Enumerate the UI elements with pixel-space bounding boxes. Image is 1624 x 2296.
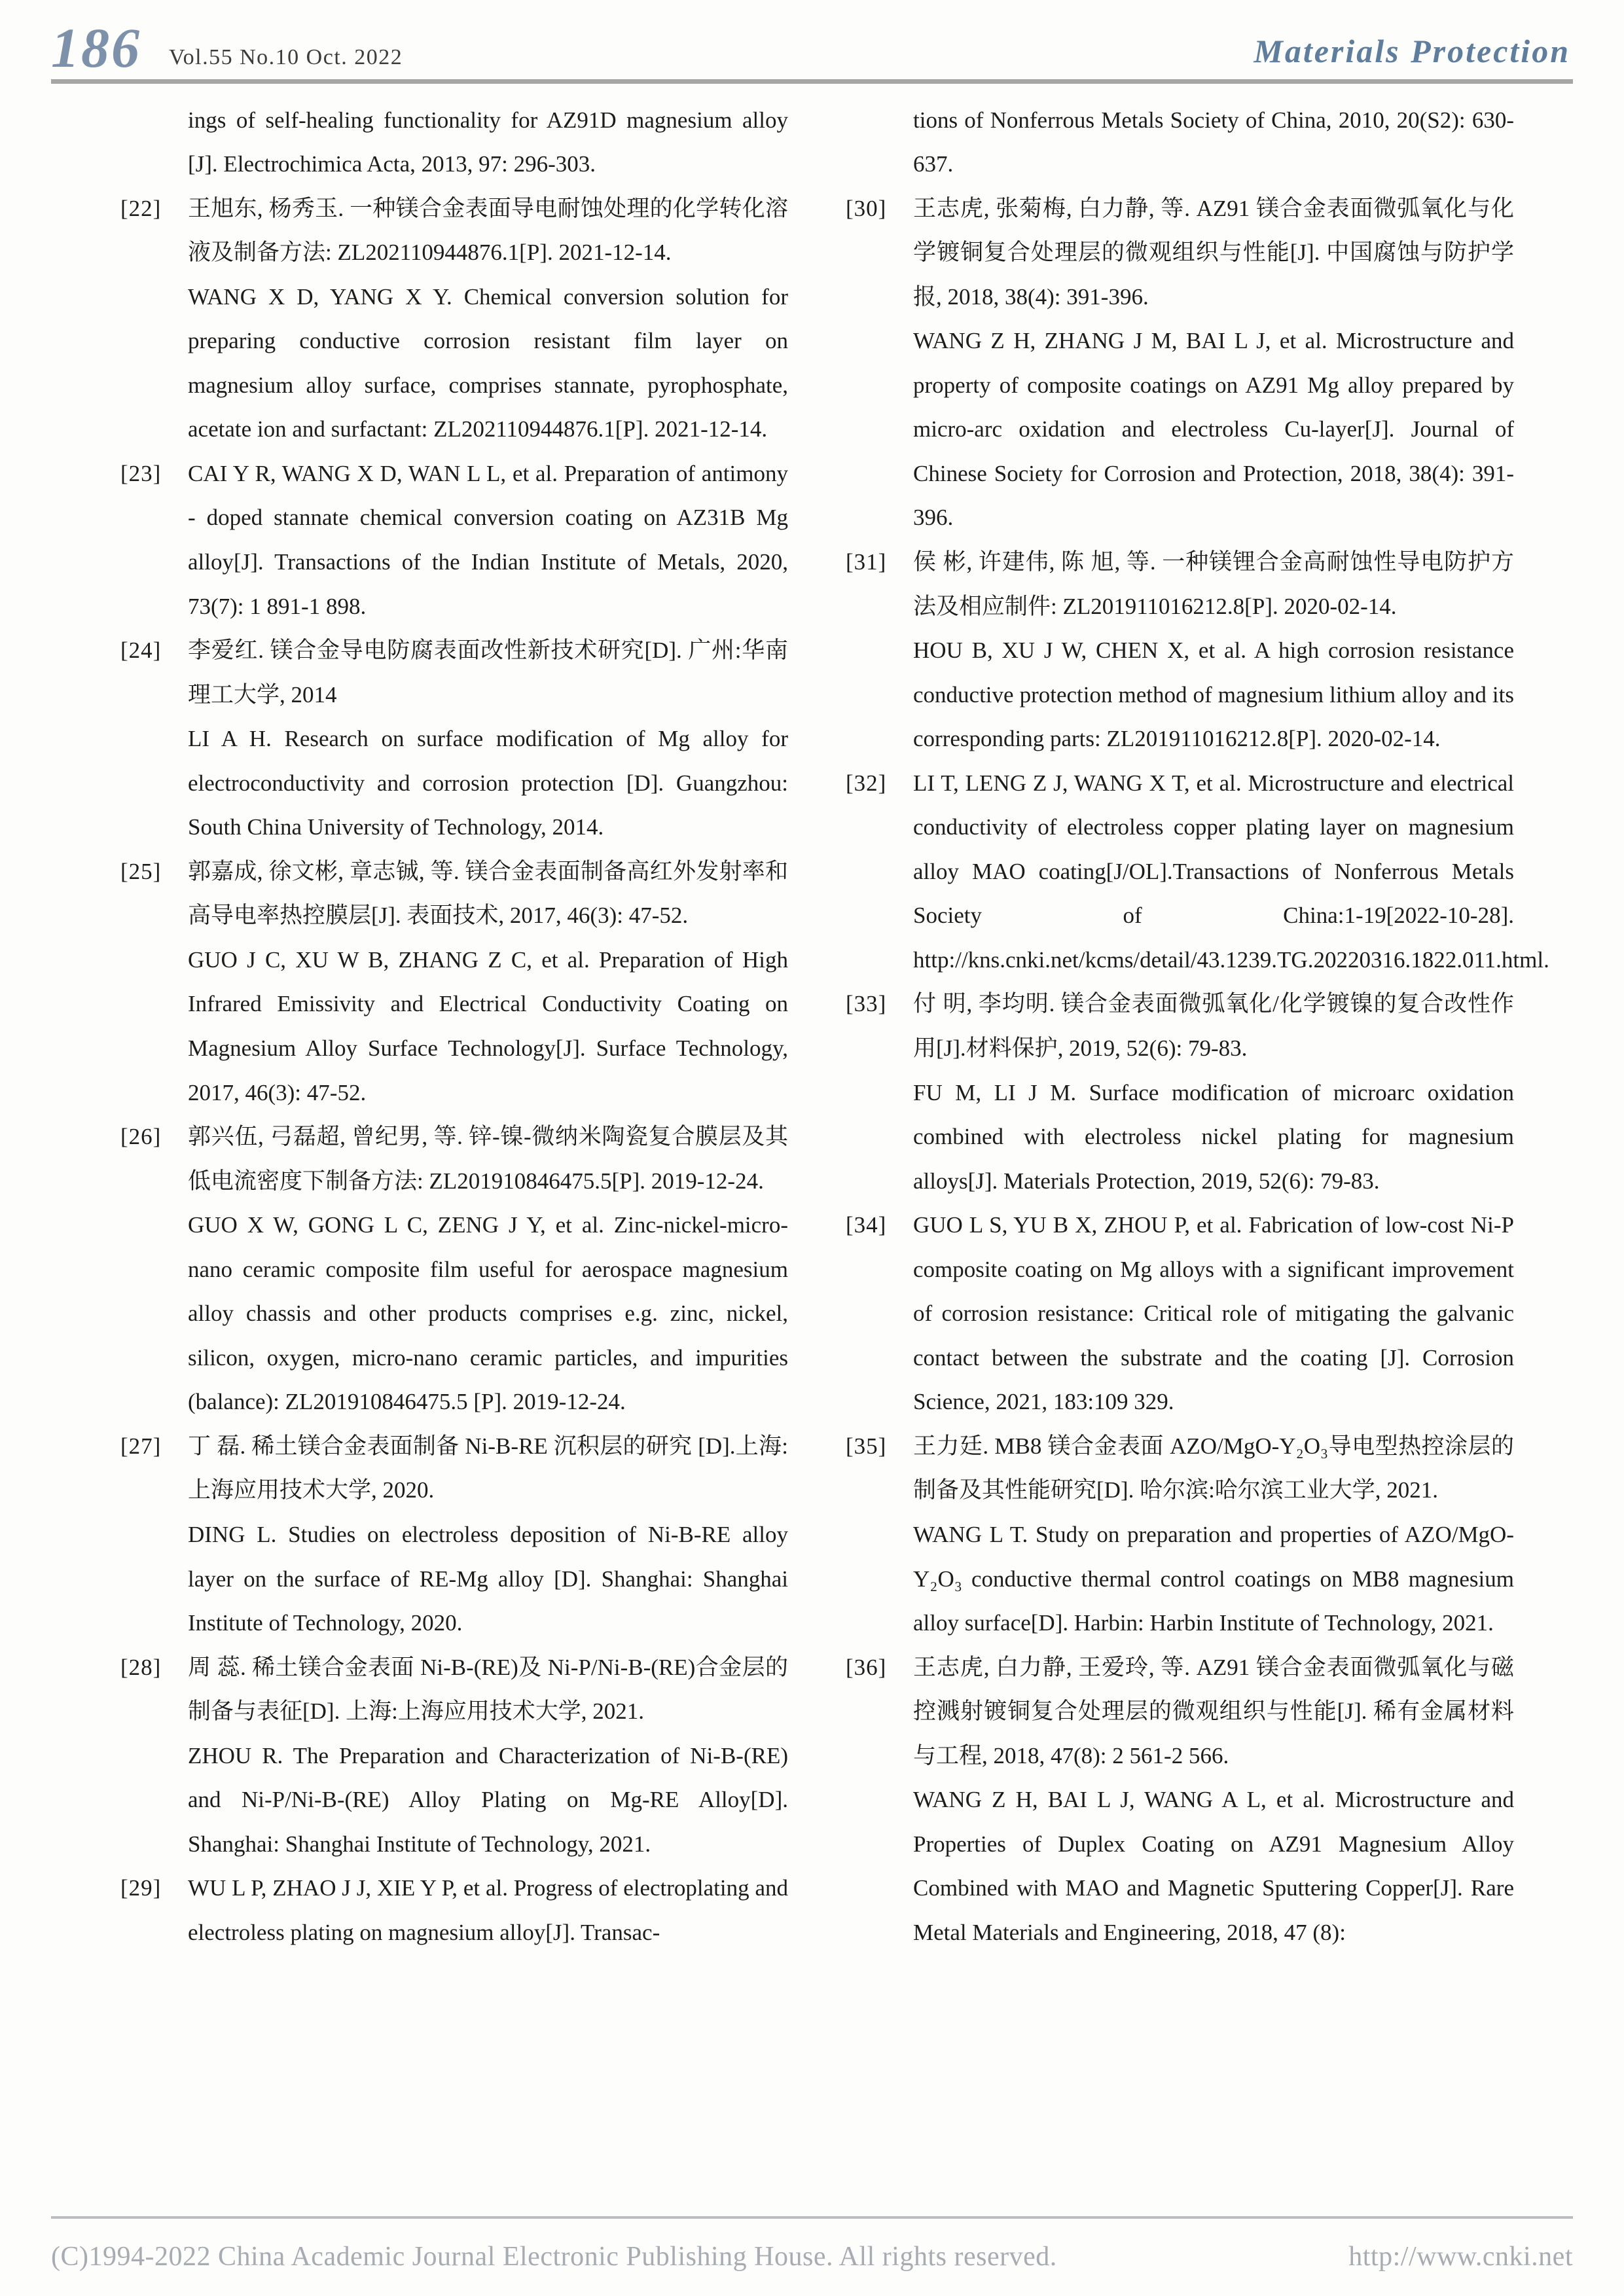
footer-text [51, 2241, 1573, 2272]
reference-paragraph: HOU B, XU J W, CHEN X, et al. A high corrosion resistance conductive protection method of magnesium lithium alloy and its corresponding parts: ZL201911016212.8[P]. 2020-02-14. [913, 637, 1514, 752]
header-left [51, 16, 403, 79]
reference-entry [846, 187, 1514, 540]
reference-label: [33] [846, 991, 887, 1017]
footer-divider [51, 2216, 1573, 2219]
reference-label: [29] [120, 1875, 162, 1901]
page-number: 186 [51, 16, 141, 79]
reference-label: [23] [120, 460, 162, 486]
reference-label: [31] [846, 548, 887, 575]
reference-label: [36] [846, 1654, 887, 1680]
reference-paragraph: 付 明, 李均明. 镁合金表面微弧氧化/化学镀镍的复合改性作用[J].材料保护, 2019, 52(6): 79-83. [913, 991, 1514, 1061]
reference-entry [846, 540, 1514, 761]
reference-paragraph: FU M, LI J M. Surface modification of microarc oxidation combined with electroless nickel plating for magnesium alloys[J]. Materials Protection, 2019, 52(6): 79-83. [913, 1079, 1514, 1194]
header-divider [51, 79, 1573, 84]
reference-label: [27] [120, 1433, 162, 1459]
reference-label: [24] [120, 637, 162, 664]
reference-entry [120, 187, 788, 452]
reference-paragraph: tions of Nonferrous Metals Society of China, 2010, 20(S2): 630-637. [913, 107, 1514, 177]
reference-paragraph: 王力廷. MB8 镁合金表面 AZO/MgO-Y₂O₃导电型热控涂层的制备及其性能研究[D]. 哈尔滨:哈尔滨工业大学, 2021. [913, 1433, 1514, 1503]
reference-entry [120, 850, 788, 1115]
reference-entry [120, 1424, 788, 1645]
reference-paragraph: WU L P, ZHAO J J, XIE Y P, et al. Progress of electroplating and electroless plating on magnesium alloy[J]. Transac- [188, 1875, 788, 1945]
reference-paragraph: GUO X W, GONG L C, ZENG J Y, et al. Zinc-nickel-micro-nano ceramic composite film useful for aerospace magnesium alloy chassis and other products comprises e.g. zinc, nickel, silicon, oxygen, micro-nano ceramic particles, and impurities (balance): ZL201910846475.5 [P]. 2019-12-24. [188, 1212, 788, 1415]
reference-paragraph: LI A H. Research on surface modification of Mg alloy for electroconductivity and corrosion protection [D]. Guangzhou: South China University of Technology, 2014. [188, 726, 788, 840]
reference-paragraph: 周 蕊. 稀土镁合金表面 Ni-B-(RE)及 Ni-P/Ni-B-(RE)合金层的制备与表征[D]. 上海:上海应用技术大学, 2021. [188, 1654, 788, 1725]
reference-paragraph: GUO J C, XU W B, ZHANG Z C, et al. Preparation of High Infrared Emissivity and Electrical Conductivity Coating on Magnesium Alloy Surface Technology[J]. Surface Technology, 2017, 46(3): 47-52. [188, 946, 788, 1105]
references-right-column [846, 98, 1549, 1955]
reference-entry [846, 761, 1549, 982]
reference-entry [846, 98, 1514, 187]
reference-label: [25] [120, 858, 162, 884]
reference-entry [846, 1645, 1514, 1955]
reference-paragraph: 郭兴伍, 弓磊超, 曾纪男, 等. 锌-镍-微纳米陶瓷复合膜层及其低电流密度下制备方法: ZL201910846475.5[P]. 2019-12-24. [188, 1124, 788, 1194]
reference-paragraph: WANG L T. Study on preparation and properties of AZO/MgO-Y₂O₃ conductive thermal control coatings on MB8 magnesium alloy surface[D]. Harbin: Harbin Institute of Technology, 2021. [913, 1522, 1514, 1636]
references-section [51, 84, 1573, 1955]
reference-label: [30] [846, 195, 887, 221]
reference-entry [846, 982, 1514, 1203]
reference-entry [120, 98, 788, 187]
footer-url: http://www.cnki.net [1348, 2242, 1573, 2272]
reference-paragraph: CAI Y R, WANG X D, WAN L L, et al. Preparation of antimony - doped stannate chemical conversion coating on AZ31B Mg alloy[J]. Transactions of the Indian Institute of Metals, 2020, 73(7): 1 891-1 898. [188, 460, 788, 619]
reference-entry [120, 1115, 788, 1424]
reference-paragraph: 李爱红. 镁合金导电防腐表面改性新技术研究[D]. 广州:华南理工大学, 2014 [188, 637, 788, 708]
reference-paragraph: WANG Z H, BAI L J, WANG A L, et al. Microstructure and Properties of Duplex Coating on AZ91 Magnesium Alloy Combined with MAO and Magnetic Sputtering Copper[J]. Rare Metal Materials and Engineering, 2018, 47 (8): [913, 1787, 1514, 1945]
page-footer [51, 2216, 1573, 2272]
reference-paragraph: 侯 彬, 许建伟, 陈 旭, 等. 一种镁锂合金高耐蚀性导电防护方法及相应制件: ZL201911016212.8[P]. 2020-02-14. [913, 548, 1514, 619]
reference-paragraph: 丁 磊. 稀土镁合金表面制备 Ni-B-RE 沉积层的研究 [D].上海:上海应用技术大学, 2020. [188, 1433, 788, 1503]
journal-name: Materials Protection [1254, 32, 1570, 69]
reference-label: [28] [120, 1654, 162, 1680]
reference-paragraph: LI T, LENG Z J, WANG X T, et al. Microstructure and electrical conductivity of electroless copper plating layer on magnesium alloy MAO coating[J/OL].Transactions of Nonferrous Metals Society of China:1-19[2022-10-28]. http://kns.cnki.net/kcms/detail/43.1239.TG.20220316.1822.011.html. [913, 770, 1549, 973]
reference-paragraph: 王志虎, 白力静, 王爱玲, 等. AZ91 镁合金表面微弧氧化与磁控溅射镀铜复合处理层的微观组织与性能[J]. 稀有金属材料与工程, 2018, 47(8): 2 561-2 566. [913, 1654, 1514, 1768]
reference-label: [34] [846, 1212, 887, 1238]
reference-entry [120, 1645, 788, 1867]
reference-paragraph: DING L. Studies on electroless deposition of Ni-B-RE alloy layer on the surface of RE-Mg alloy [D]. Shanghai: Shanghai Institute of Technology, 2020. [188, 1522, 788, 1636]
reference-entry [846, 1203, 1514, 1424]
reference-paragraph: 王志虎, 张菊梅, 白力静, 等. AZ91 镁合金表面微弧氧化与化学镀铜复合处理层的微观组织与性能[J]. 中国腐蚀与防护学报, 2018, 38(4): 391-396. [913, 195, 1514, 310]
reference-paragraph: WANG Z H, ZHANG J M, BAI L J, et al. Microstructure and property of composite coatings on AZ91 Mg alloy prepared by micro-arc oxidation and electroless Cu-layer[J]. Journal of Chinese Society for Corrosion and Protection, 2018, 38(4): 391-396. [913, 328, 1514, 531]
copyright-text: (C)1994-2022 China Academic Journal Electronic Publishing House. All rights reserved. [51, 2242, 1057, 2272]
reference-paragraph: 王旭东, 杨秀玉. 一种镁合金表面导电耐蚀处理的化学转化溶液及制备方法: ZL202110944876.1[P]. 2021-12-14. [188, 195, 788, 266]
reference-label: [35] [846, 1433, 887, 1459]
reference-paragraph: WANG X D, YANG X Y. Chemical conversion solution for preparing conductive corrosion resistant film layer on magnesium alloy surface, comprises stannate, pyrophosphate, acetate ion and surfactant: ZL202110944876.1[P]. 2021-12-14. [188, 283, 788, 442]
page-header [51, 16, 1573, 79]
issue-info: Vol.55 No.10 Oct. 2022 [169, 45, 403, 69]
reference-paragraph: 郭嘉成, 徐文彬, 章志铖, 等. 镁合金表面制备高红外发射率和高导电率热控膜层[J]. 表面技术, 2017, 46(3): 47-52. [188, 858, 788, 929]
reference-paragraph: ZHOU R. The Preparation and Characterization of Ni-B-(RE) and Ni-P/Ni-B-(RE) Alloy Plating on Mg-RE Alloy[D]. Shanghai: Shanghai Institute of Technology, 2021. [188, 1742, 788, 1857]
reference-paragraph: GUO L S, YU B X, ZHOU P, et al. Fabrication of low-cost Ni-P composite coating on Mg alloys with a significant improvement of corrosion resistance: Critical role of mitigating the galvanic contact between the substrate and the coating [J]. Corrosion Science, 2021, 183:109 329. [913, 1212, 1514, 1415]
reference-entry [120, 628, 788, 850]
reference-entry [120, 452, 788, 628]
reference-entry [846, 1424, 1514, 1645]
reference-label: [22] [120, 195, 162, 221]
reference-entry [120, 1866, 788, 1954]
reference-paragraph: ings of self-healing functionality for AZ91D magnesium alloy [J]. Electrochimica Acta, 2013, 97: 296-303. [188, 107, 788, 177]
reference-label: [26] [120, 1124, 162, 1150]
reference-label: [32] [846, 770, 887, 796]
references-left-column [120, 98, 788, 1955]
